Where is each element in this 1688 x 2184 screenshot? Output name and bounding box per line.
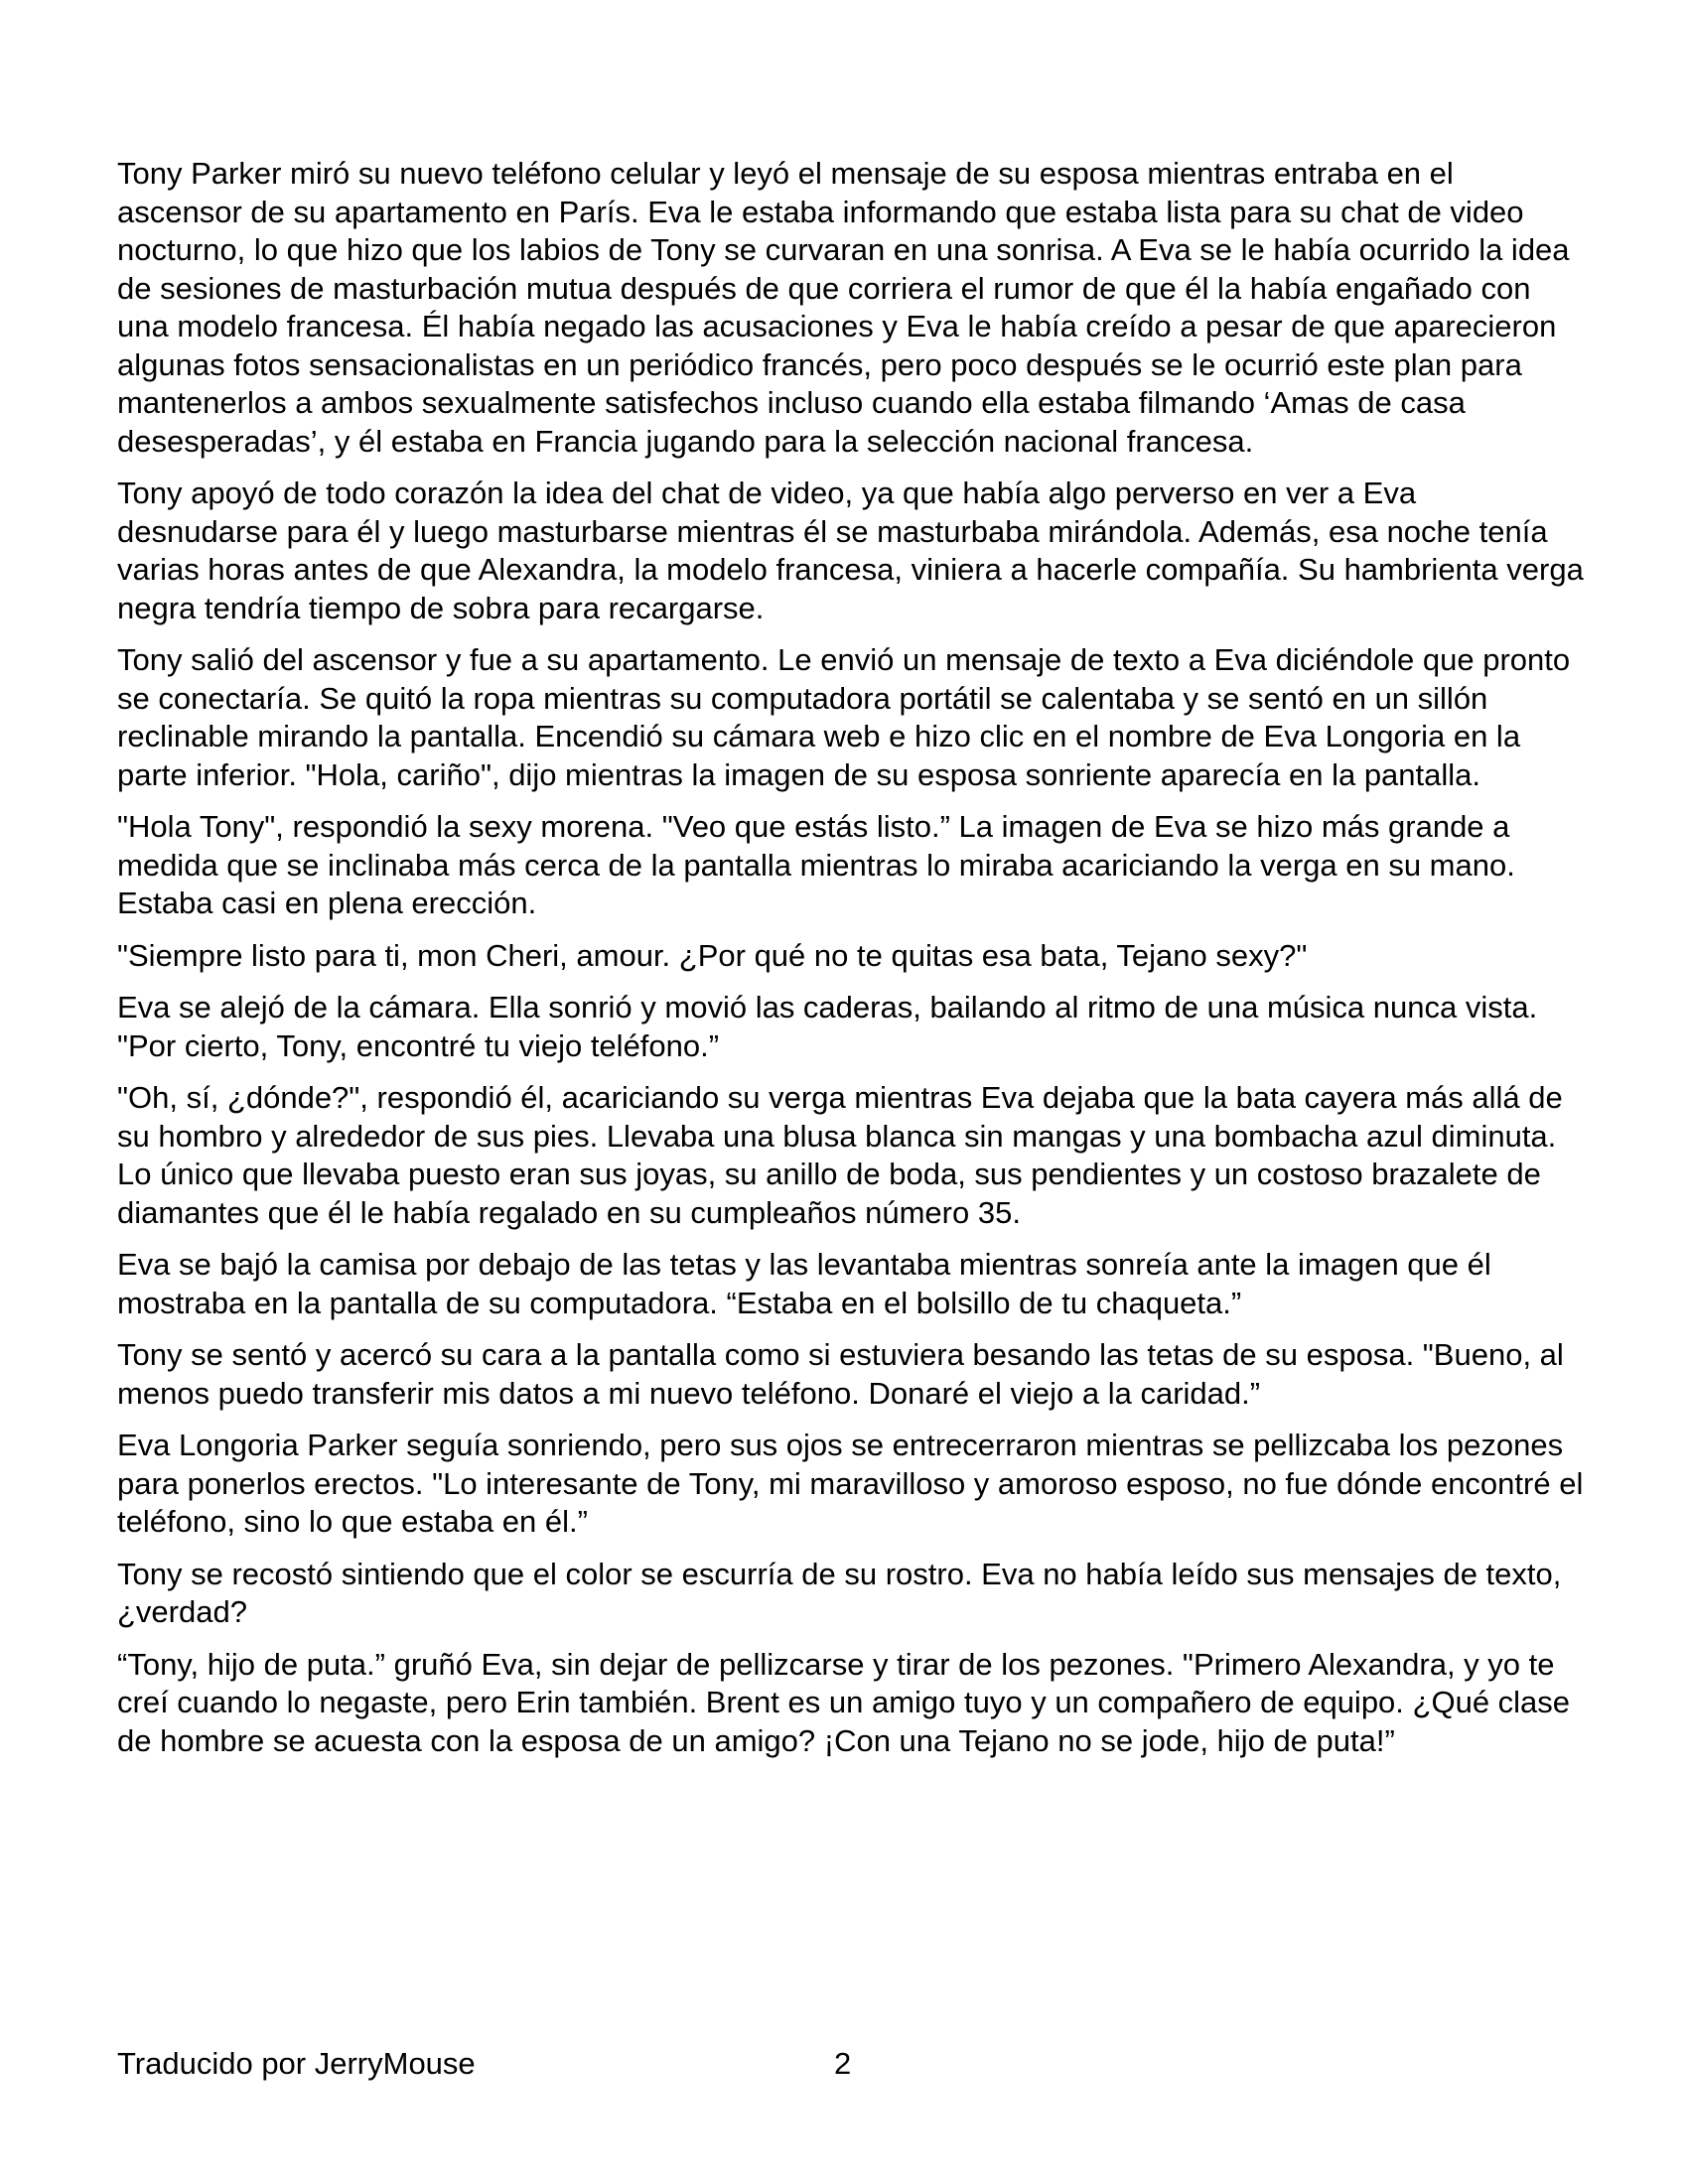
paragraph-2: Tony apoyó de todo corazón la idea del chat de video, ya que había algo perverso en ver a Eva desnudarse para él y luego masturbarse mientras él se masturbaba mirándola. Además, esa noche tenía varias horas antes de que Alexandra, la modelo francesa, viniera a hacerle compañía. Su hambrienta verga negra tendría tiempo de sobra para recargarse. (117, 476, 1584, 625)
paragraph-6: Eva se alejó de la cámara. Ella sonrió y movió las caderas, bailando al ritmo de una música nunca vista. "Por cierto, Tony, encontré tu viejo teléfono.” (117, 990, 1538, 1063)
paragraph-11: Tony se recostó sintiendo que el color se escurría de su rostro. Eva no había leído sus mensajes de texto, ¿verdad? (117, 1556, 1562, 1629)
body-text (117, 155, 1585, 1774)
paragraph-4: "Hola Tony", respondió la sexy morena. "Veo que estás listo.” La imagen de Eva se hizo más grande a medida que se inclinaba más cerca de la pantalla mientras lo miraba acariciando la verga en su mano. Estaba casi en plena erección. (117, 809, 1515, 920)
paragraph-7: "Oh, sí, ¿dónde?", respondió él, acariciando su verga mientras Eva dejaba que la bata cayera más allá de su hombro y alrededor de sus pies. Llevaba una blusa blanca sin mangas y una bombacha azul diminuta. Lo único que llevaba puesto eran sus joyas, su anillo de boda, sus pendientes y un costoso brazalete de diamantes que él le había regalado en su cumpleaños número 35. (117, 1080, 1563, 1230)
paragraph-5: "Siempre listo para ti, mon Cheri, amour. ¿Por qué no te quitas esa bata, Tejano sexy?" (117, 937, 1308, 973)
paragraph-12: “Tony, hijo de puta.” gruñó Eva, sin dejar de pellizcarse y tirar de los pezones. "Primero Alexandra, y yo te creí cuando lo negaste, pero Erin también. Brent es un amigo tuyo y un compañero de equipo. ¿Qué clase de hombre se acuesta con la esposa de un amigo? ¡Con una Tejano no se jode, hijo de puta!” (117, 1646, 1571, 1758)
paragraph-3: Tony salió del ascensor y fue a su apartamento. Le envió un mensaje de texto a Eva diciéndole que pronto se conectaría. Se quitó la ropa mientras su computadora portátil se calentaba y se sentó en un sillón reclinable mirando la pantalla. Encendió su cámara web e hizo clic en el nombre de Eva Longoria en la parte inferior. "Hola, cariño", dijo mientras la imagen de su esposa sonriente aparecía en la pantalla. (117, 642, 1571, 792)
page-footer (117, 2045, 1585, 2085)
paragraph-8: Eva se bajó la camisa por debajo de las tetas y las levantaba mientras sonreía ante la imagen que él mostraba en la pantalla de su computadora. “Estaba en el bolsillo de tu chaqueta.” (117, 1247, 1491, 1320)
page-number: 2 (834, 2046, 852, 2081)
translator-credit: Traducido por JerryMouse (117, 2046, 476, 2081)
paragraph-1: Tony Parker miró su nuevo teléfono celular y leyó el mensaje de su esposa mientras entraba en el ascensor de su apartamento en París. Eva le estaba informando que estaba lista para su chat de video nocturno, lo que hizo que los labios de Tony se curvaran en una sonrisa. A Eva se le había ocurrido la idea de sesiones de masturbación mutua después de que corriera el rumor de que él la había engañado con una modelo francesa. Él había negado las acusaciones y Eva le había creído a pesar de que aparecieron algunas fotos sensacionalistas en un periódico francés, pero poco después se le ocurrió este plan para mantenerlos a ambos sexualmente satisfechos incluso cuando ella estaba filmando ‘Amas de casa desesperadas’, y él estaba en Francia jugando para la selección nacional francesa. (117, 156, 1570, 459)
paragraph-10: Eva Longoria Parker seguía sonriendo, pero sus ojos se entrecerraron mientras se pellizcaba los pezones para ponerlos erectos. "Lo interesante de Tony, mi maravilloso y amoroso esposo, no fue dónde encontré el teléfono, sino lo que estaba en él.” (117, 1428, 1584, 1539)
paragraph-9: Tony se sentó y acercó su cara a la pantalla como si estuviera besando las tetas de su esposa. "Bueno, al menos puedo transferir mis datos a mi nuevo teléfono. Donaré el viejo a la caridad.” (117, 1337, 1564, 1411)
